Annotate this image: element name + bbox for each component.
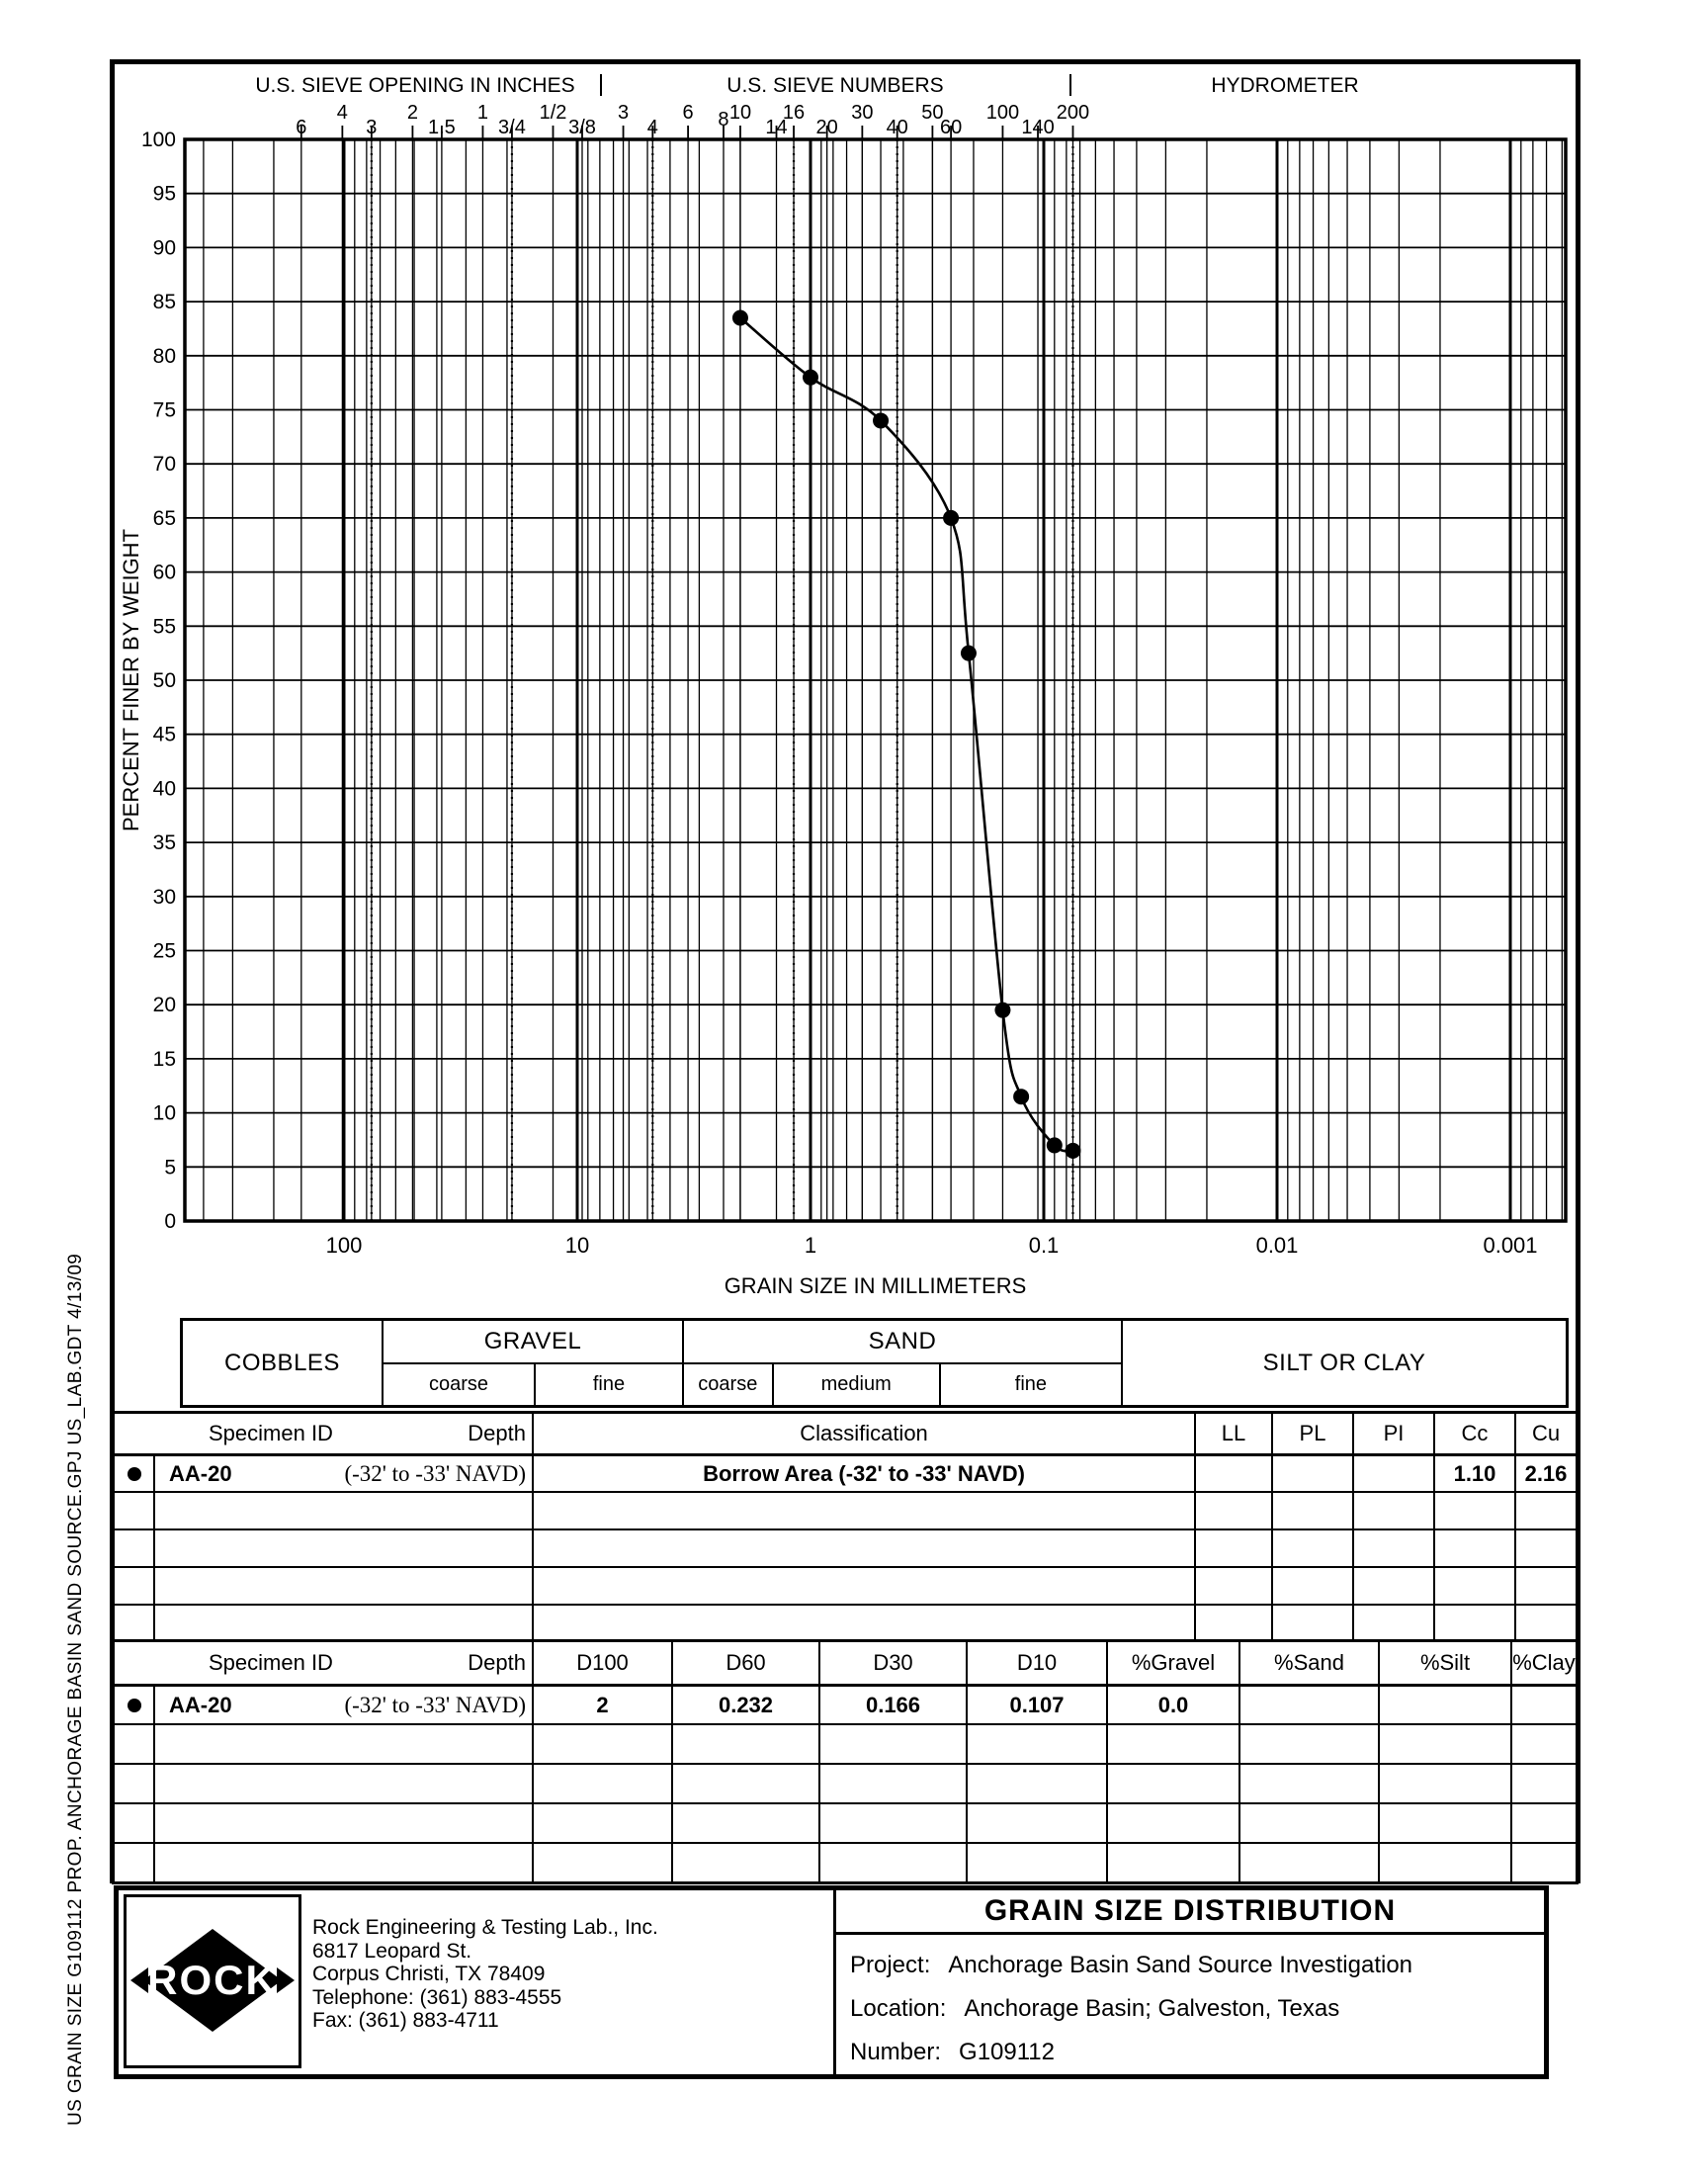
blank-cell (1271, 1568, 1352, 1604)
blank-cell (966, 1725, 1106, 1763)
header-pi: PI (1352, 1414, 1433, 1453)
d30-cell: 0.166 (818, 1687, 966, 1723)
y-tick-label: 80 (152, 344, 176, 368)
y-tick-label: 10 (152, 1101, 176, 1125)
blank-cell (532, 1725, 671, 1763)
blank-cell (1433, 1493, 1514, 1528)
header-d100: D100 (532, 1642, 671, 1684)
strip-sub-label: coarse (698, 1373, 758, 1395)
specimen-id: AA-20 (169, 1460, 232, 1486)
y-tick-label: 85 (152, 291, 176, 314)
curve-point (732, 310, 748, 326)
header-pct-clay: %Clay (1510, 1642, 1576, 1684)
sieve-size-label: 30 (851, 102, 874, 124)
blank-cell (966, 1765, 1106, 1802)
blank-cell (1238, 1765, 1378, 1802)
sieve-size-label: 4 (336, 102, 348, 124)
header-specimen-depth (115, 1414, 532, 1453)
header-specimen-id: Specimen ID (209, 1421, 333, 1445)
company-city: Corpus Christi, TX 78409 (312, 1963, 546, 1985)
blank-cell (532, 1765, 671, 1802)
header-d30: D30 (818, 1642, 966, 1684)
project-block (836, 1890, 1544, 2074)
sieve-size-label: 3 (366, 117, 378, 138)
top-axis-section-label: U.S. SIEVE OPENING IN INCHES (255, 74, 575, 97)
blank-cell (966, 1844, 1106, 1881)
table-blank-row (115, 1528, 1576, 1566)
pl-cell (1271, 1456, 1352, 1491)
blank-cell (1271, 1606, 1352, 1641)
y-tick-label: 35 (152, 831, 176, 855)
sieve-size-label: 1 (476, 102, 489, 124)
sidebar-file-note: US GRAIN SIZE G109112 PROP. ANCHORAGE BASIN SAND SOURCE.GPJ US_LAB.GDT 4/13/09 (65, 1253, 86, 2126)
strip-group-label: SAND (684, 1321, 1121, 1364)
blank-cell (1106, 1844, 1238, 1881)
blank-cell (1352, 1530, 1433, 1566)
blank-cell (153, 1493, 532, 1528)
table-blank-row (115, 1802, 1576, 1842)
blank-cell (1433, 1568, 1514, 1604)
series-marker-dot-icon (128, 1699, 141, 1712)
blank-cell (1194, 1530, 1271, 1566)
specimen-depth: (-32' to -33' NAVD) (344, 1460, 526, 1486)
strip-sub-label: fine (534, 1364, 682, 1405)
sieve-size-label: 1/2 (539, 102, 567, 124)
header-specimen-depth (115, 1642, 532, 1684)
pct-gravel-cell: 0.0 (1106, 1687, 1238, 1723)
y-tick-label: 50 (152, 669, 176, 692)
blank-cell (115, 1844, 153, 1881)
header-d60: D60 (671, 1642, 818, 1684)
sieve-size-label: 20 (815, 117, 838, 138)
x-tick-label: 0.001 (1483, 1233, 1538, 1258)
company-name: Rock Engineering & Testing Lab., Inc. (312, 1916, 658, 1939)
curve-point (1013, 1089, 1029, 1104)
title-block (114, 1885, 1549, 2079)
blank-cell (1378, 1765, 1510, 1802)
header-cu: Cu (1514, 1414, 1576, 1453)
blank-cell (1514, 1568, 1576, 1604)
header-pct-sand: %Sand (1238, 1642, 1378, 1684)
sieve-size-label: 8 (718, 109, 729, 131)
table-blank-row (115, 1604, 1576, 1641)
location-field (850, 1987, 1544, 2031)
strip-group-label: GRAVEL (384, 1321, 682, 1364)
sieve-size-label: 3/4 (498, 117, 526, 138)
blank-cell (153, 1804, 532, 1842)
blank-cell (115, 1568, 153, 1604)
table-blank-row (115, 1723, 1576, 1763)
header-depth: Depth (468, 1650, 526, 1675)
blank-cell (671, 1725, 818, 1763)
table-blank-row (115, 1842, 1576, 1881)
blank-cell (818, 1725, 966, 1763)
top-axis-section-label: U.S. SIEVE NUMBERS (726, 74, 944, 97)
sieve-size-label: 6 (682, 102, 694, 124)
blank-cell (115, 1530, 153, 1566)
blank-cell (153, 1725, 532, 1763)
y-tick-label: 95 (152, 182, 176, 206)
y-axis-title: PERCENT FINER BY WEIGHT (119, 528, 143, 832)
gradation-table (112, 1639, 1579, 1884)
cc-cell: 1.10 (1433, 1456, 1514, 1491)
y-tick-label: 55 (152, 615, 176, 639)
strip-sub-label: fine (939, 1364, 1121, 1405)
y-tick-label: 30 (152, 885, 176, 909)
blank-cell (115, 1804, 153, 1842)
ll-cell (1194, 1456, 1271, 1491)
sieve-size-label: 14 (765, 117, 788, 138)
table-blank-row (115, 1763, 1576, 1802)
sieve-size-label: 40 (886, 117, 908, 138)
header-cc: Cc (1433, 1414, 1514, 1453)
pct-silt-cell (1378, 1687, 1510, 1723)
x-tick-label: 100 (325, 1233, 363, 1258)
blank-cell (1271, 1530, 1352, 1566)
blank-cell (1433, 1606, 1514, 1641)
atterberg-data-row (115, 1453, 1576, 1491)
sieve-size-label: 140 (1021, 117, 1055, 138)
blank-cell (115, 1606, 153, 1641)
blank-cell (153, 1765, 532, 1802)
blank-cell (1378, 1844, 1510, 1881)
project-value: Anchorage Basin Sand Source Investigation (948, 1952, 1413, 1978)
specimen-depth-cell (153, 1456, 532, 1491)
strip-group-label: SILT OR CLAY (1262, 1349, 1426, 1376)
sieve-size-label: 3 (617, 102, 630, 124)
header-ll: LL (1194, 1414, 1271, 1453)
sieve-size-label: 50 (921, 102, 944, 124)
blank-cell (1106, 1804, 1238, 1842)
y-tick-label: 5 (164, 1156, 176, 1179)
blank-cell (532, 1844, 671, 1881)
blank-cell (153, 1844, 532, 1881)
blank-cell (153, 1530, 532, 1566)
project-field (850, 1944, 1544, 1987)
blank-cell (153, 1606, 532, 1641)
location-value: Anchorage Basin; Galveston, Texas (964, 1995, 1340, 2022)
blank-cell (1378, 1725, 1510, 1763)
strip-group-cobbles (183, 1321, 382, 1405)
header-specimen-id: Specimen ID (209, 1650, 333, 1675)
strip-group-gravel (382, 1321, 682, 1405)
sieve-size-label: 100 (985, 102, 1020, 124)
soil-classification-strip (180, 1318, 1569, 1408)
curve-point (1065, 1143, 1080, 1159)
strip-group-sand (682, 1321, 1121, 1405)
rock-diamond-logo-icon (127, 1897, 299, 2065)
logo-text: ROCK (147, 1957, 278, 2003)
y-tick-label: 75 (152, 398, 176, 422)
blank-cell (1510, 1844, 1576, 1881)
curve-point (873, 412, 889, 428)
curve-point (943, 510, 959, 526)
blank-cell (1238, 1725, 1378, 1763)
blank-cell (1352, 1606, 1433, 1641)
y-tick-label: 25 (152, 939, 176, 963)
company-street: 6817 Leopard St. (312, 1939, 472, 1963)
x-tick-label: 0.1 (1028, 1233, 1060, 1258)
company-fax: Fax: (361) 883-4711 (312, 2009, 499, 2032)
x-tick-label: 0.01 (1255, 1233, 1299, 1258)
blank-cell (153, 1568, 532, 1604)
table-header-row (115, 1642, 1576, 1684)
strip-group-silt-or-clay (1121, 1321, 1566, 1405)
blank-cell (966, 1804, 1106, 1842)
blank-cell (1271, 1493, 1352, 1528)
sieve-size-label: 6 (296, 117, 307, 138)
table-blank-row (115, 1491, 1576, 1528)
curve-point (803, 370, 818, 386)
y-tick-label: 100 (140, 129, 176, 151)
blank-cell (1238, 1844, 1378, 1881)
blank-cell (1514, 1493, 1576, 1528)
blank-cell (1238, 1804, 1378, 1842)
strip-subdivisions (384, 1364, 682, 1405)
classification-cell: Borrow Area (-32' to -33' NAVD) (532, 1456, 1194, 1491)
sieve-size-label: 10 (728, 102, 752, 124)
strip-subdivisions (684, 1364, 1121, 1405)
pct-sand-cell (1238, 1687, 1378, 1723)
d100-cell: 2 (532, 1687, 671, 1723)
specimen-depth: (-32' to -33' NAVD) (344, 1692, 526, 1717)
number-label: Number: (850, 2039, 942, 2065)
grain-size-chart (115, 64, 1576, 1310)
blank-cell (1194, 1568, 1271, 1604)
curve-point (994, 1003, 1010, 1018)
company-block (119, 1890, 836, 2074)
specimen-depth-cell (153, 1687, 532, 1723)
y-tick-label: 65 (152, 506, 176, 530)
y-tick-label: 40 (152, 777, 176, 801)
header-classification: Classification (532, 1414, 1194, 1453)
blank-cell (1378, 1804, 1510, 1842)
blank-cell (1194, 1606, 1271, 1641)
blank-cell (532, 1804, 671, 1842)
sieve-size-label: 4 (646, 117, 658, 138)
blank-cell (1514, 1606, 1576, 1641)
blank-cell (532, 1493, 1194, 1528)
location-label: Location: (850, 1995, 947, 2022)
blank-cell (1510, 1725, 1576, 1763)
x-tick-label: 1 (804, 1233, 817, 1258)
blank-cell (818, 1844, 966, 1881)
blank-cell (671, 1804, 818, 1842)
number-field (850, 2031, 1544, 2074)
header-pct-silt: %Silt (1378, 1642, 1510, 1684)
blank-cell (671, 1844, 818, 1881)
blank-cell (1106, 1765, 1238, 1802)
d60-cell: 0.232 (671, 1687, 818, 1723)
company-logo (124, 1894, 301, 2068)
row-marker-cell (115, 1687, 153, 1723)
blank-cell (818, 1804, 966, 1842)
sieve-size-label: 200 (1056, 102, 1090, 124)
curve-point (1047, 1137, 1063, 1153)
row-marker-cell (115, 1456, 153, 1491)
y-tick-label: 90 (152, 236, 176, 260)
top-axis-section-label: HYDROMETER (1211, 74, 1359, 97)
y-tick-label: 70 (152, 453, 176, 477)
cu-cell: 2.16 (1514, 1456, 1576, 1491)
company-phone: Telephone: (361) 883-4555 (312, 1985, 562, 2009)
blank-cell (1433, 1530, 1514, 1566)
blank-cell (1510, 1804, 1576, 1842)
sieve-size-label: 3/8 (568, 117, 596, 138)
blank-cell (1352, 1568, 1433, 1604)
curve-point (961, 646, 977, 661)
company-address (312, 1916, 658, 2033)
strip-sub-label: medium (772, 1364, 939, 1405)
blank-cell (115, 1493, 153, 1528)
blank-cell (671, 1765, 818, 1802)
blank-cell (818, 1765, 966, 1802)
blank-cell (532, 1606, 1194, 1641)
y-tick-label: 45 (152, 723, 176, 746)
strip-sub-label: coarse (428, 1373, 488, 1395)
blank-cell (1106, 1725, 1238, 1763)
y-tick-label: 20 (152, 994, 176, 1017)
report-title: GRAIN SIZE DISTRIBUTION (836, 1890, 1544, 1935)
project-label: Project: (850, 1952, 931, 1978)
blank-cell (1194, 1493, 1271, 1528)
series-marker-dot-icon (128, 1467, 141, 1481)
report-sheet-frame (110, 59, 1580, 1883)
header-depth: Depth (468, 1421, 526, 1445)
y-tick-label: 0 (164, 1210, 176, 1233)
d10-cell: 0.107 (966, 1687, 1106, 1723)
project-fields (836, 1935, 1544, 2074)
y-tick-label: 15 (152, 1047, 176, 1071)
blank-cell (115, 1765, 153, 1802)
y-tick-label: 60 (152, 561, 176, 584)
table-blank-row (115, 1566, 1576, 1604)
header-pct-gravel: %Gravel (1106, 1642, 1238, 1684)
sieve-size-label: 2 (406, 102, 418, 124)
blank-cell (115, 1725, 153, 1763)
sieve-size-label: 60 (939, 117, 963, 138)
sieve-size-label: 1.5 (427, 117, 456, 138)
sieve-size-label: 16 (782, 102, 806, 124)
blank-cell (1510, 1765, 1576, 1802)
header-d10: D10 (966, 1642, 1106, 1684)
blank-cell (532, 1568, 1194, 1604)
atterberg-table (112, 1411, 1579, 1644)
blank-cell (1352, 1493, 1433, 1528)
header-pl: PL (1271, 1414, 1352, 1453)
blank-cell (532, 1530, 1194, 1566)
blank-cell (1514, 1530, 1576, 1566)
x-tick-label: 10 (564, 1233, 590, 1258)
pct-clay-cell (1510, 1687, 1576, 1723)
gradation-data-row (115, 1684, 1576, 1723)
table-header-row (115, 1414, 1576, 1453)
pi-cell (1352, 1456, 1433, 1491)
specimen-id: AA-20 (169, 1692, 232, 1717)
number-value: G109112 (959, 2039, 1056, 2065)
x-axis-title: GRAIN SIZE IN MILLIMETERS (724, 1273, 1027, 1298)
strip-group-label: COBBLES (224, 1349, 340, 1376)
